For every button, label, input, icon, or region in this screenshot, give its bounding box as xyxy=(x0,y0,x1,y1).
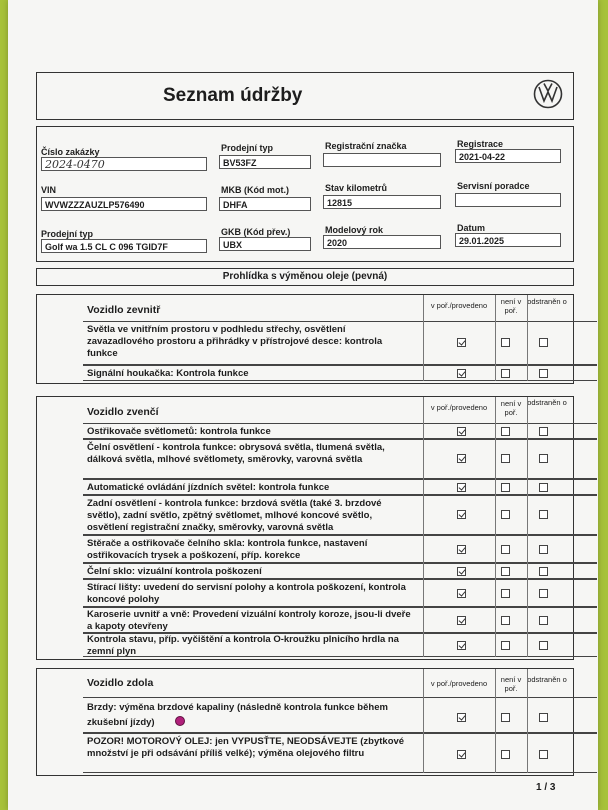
row-text: Kontrola stavu, příp. vyčištění a kontrola O-kroužku plnicího hrdla na zemní plyn xyxy=(87,634,399,657)
checklist-row xyxy=(83,365,597,381)
row-text: Světla ve vnitřním prostoru v podhledu střechy, osvětlení zavazadlového prostoru a přihrádky v přístrojové desce: kontrola funkce xyxy=(87,324,383,359)
row-text: POZOR! MOTOROVÝ OLEJ: jen VYPUSŤTE, NEODSÁVEJTE (zbytkové množství je při odsávání příliš velké); výměna olejového filtru xyxy=(87,736,405,759)
done-checkbox[interactable] xyxy=(457,483,466,492)
col-removed-header: odstraněn o xyxy=(527,398,567,407)
checklist-row xyxy=(83,439,597,479)
notok-checkbox[interactable] xyxy=(501,750,510,759)
mileage-label: Stav kilometrů xyxy=(325,183,388,193)
notok-checkbox[interactable] xyxy=(501,338,510,347)
checklist-row xyxy=(83,495,597,535)
removed-checkbox[interactable] xyxy=(539,616,548,625)
advisor-value xyxy=(455,193,561,207)
removed-checkbox[interactable] xyxy=(539,483,548,492)
removed-checkbox[interactable] xyxy=(539,369,548,378)
sticker-dot xyxy=(175,716,185,726)
col-done-header: v poř./provedeno xyxy=(430,301,488,310)
page-number: 1 / 3 xyxy=(536,782,556,793)
row-text: Zadní osvětlení - kontrola funkce: brzdová světla (také 3. brzdové světlo), zadní světlo, zpětný světlomet, mlhové koncové světlo, osvětlení registrační značky, směrovky, varovná světla xyxy=(87,498,382,533)
notok-checkbox[interactable] xyxy=(501,545,510,554)
removed-checkbox[interactable] xyxy=(539,641,548,650)
advisor-label: Servisní poradce xyxy=(457,181,530,191)
row-text: Karoserie uvnitř a vně: Provedení vizuální kontroly koroze, jsou-li dveře a kapoty otevřeny xyxy=(87,609,411,632)
vin-value: WVWZZZAUZLP576490 xyxy=(41,197,207,211)
col-done-header: v poř./provedeno xyxy=(430,679,488,688)
checklist-row xyxy=(83,733,597,773)
done-checkbox[interactable] xyxy=(457,427,466,436)
row-text: Čelní osvětlení - kontrola funkce: obrysová světla, tlumená světla, dálková světla, mlhové světlomety, směrovky, varovná světla xyxy=(87,442,385,465)
checklist-row xyxy=(83,633,597,657)
row-text: Stírací lišty: uvedení do servisní polohy a kontrola poškození, kontrola koncové polohy xyxy=(87,582,406,605)
removed-checkbox[interactable] xyxy=(539,713,548,722)
section-interior xyxy=(36,294,574,384)
done-checkbox[interactable] xyxy=(457,641,466,650)
done-checkbox[interactable] xyxy=(457,589,466,598)
notok-checkbox[interactable] xyxy=(501,427,510,436)
notok-checkbox[interactable] xyxy=(501,641,510,650)
row-text: Automatické ovládání jízdních světel: kontrola funkce xyxy=(87,482,330,493)
section-title: Vozidlo zevnitř xyxy=(87,304,161,316)
done-checkbox[interactable] xyxy=(457,713,466,722)
section-title: Vozidlo zdola xyxy=(87,677,154,689)
checklist-row xyxy=(83,321,597,365)
removed-checkbox[interactable] xyxy=(539,545,548,554)
section-exterior xyxy=(36,396,574,660)
removed-checkbox[interactable] xyxy=(539,454,548,463)
sales-type-value: BV53FZ xyxy=(219,155,311,169)
notok-checkbox[interactable] xyxy=(501,616,510,625)
notok-checkbox[interactable] xyxy=(501,589,510,598)
date-value: 29.01.2025 xyxy=(455,233,561,247)
done-checkbox[interactable] xyxy=(457,369,466,378)
order-value: 2024-0470 xyxy=(41,157,207,171)
done-checkbox[interactable] xyxy=(457,338,466,347)
date-label: Datum xyxy=(457,223,486,233)
done-checkbox[interactable] xyxy=(457,454,466,463)
removed-checkbox[interactable] xyxy=(539,750,548,759)
row-text: Signální houkačka: Kontrola funkce xyxy=(87,368,249,379)
col-notok-header: není v poř. xyxy=(500,399,522,417)
mkb-label: MKB (Kód mot.) xyxy=(221,185,289,195)
gkb-label: GKB (Kód přev.) xyxy=(221,227,291,237)
mkb-value: DHFA xyxy=(219,197,311,211)
row-text: Čelní sklo: vizuální kontrola poškození xyxy=(87,566,262,577)
registration-value: 2021-04-22 xyxy=(455,149,561,163)
inspection-title: Prohlídka s výměnou oleje (pevná) xyxy=(36,268,574,286)
col-notok-header: není v poř. xyxy=(500,297,522,315)
notok-checkbox[interactable] xyxy=(501,510,510,519)
section-underbody xyxy=(36,668,574,776)
model-year-label: Modelový rok xyxy=(325,225,384,235)
checklist-row xyxy=(83,535,597,563)
done-checkbox[interactable] xyxy=(457,750,466,759)
row-text: Ostřikovače světlometů: kontrola funkce xyxy=(87,426,271,437)
vw-logo-icon xyxy=(533,79,563,109)
vehicle-info-box xyxy=(36,126,574,262)
checklist-row xyxy=(83,579,597,607)
gkb-value: UBX xyxy=(219,237,311,251)
removed-checkbox[interactable] xyxy=(539,338,548,347)
notok-checkbox[interactable] xyxy=(501,483,510,492)
reg-mark-label: Registrační značka xyxy=(325,141,407,151)
removed-checkbox[interactable] xyxy=(539,567,548,576)
col-removed-header: odstraněn o xyxy=(527,297,567,306)
checklist-row xyxy=(83,423,597,439)
removed-checkbox[interactable] xyxy=(539,589,548,598)
sales-type2-value: Golf wa 1.5 CL C 096 TGID7F xyxy=(41,239,207,253)
col-notok-header: není v poř. xyxy=(500,675,522,693)
checklist-row xyxy=(83,697,597,733)
row-text: Brzdy: výměna brzdové kapaliny (následně kontrola funkce během zkušební jízdy) xyxy=(87,702,388,728)
sales-type2-label: Prodejní typ xyxy=(41,229,94,239)
mileage-value: 12815 xyxy=(323,195,441,209)
notok-checkbox[interactable] xyxy=(501,713,510,722)
registration-label: Registrace xyxy=(457,139,504,149)
removed-checkbox[interactable] xyxy=(539,510,548,519)
col-removed-header: odstraněn o xyxy=(527,675,567,684)
done-checkbox[interactable] xyxy=(457,510,466,519)
model-year-value: 2020 xyxy=(323,235,441,249)
vin-label: VIN xyxy=(41,185,57,195)
order-label: Číslo zakázky xyxy=(41,147,100,157)
notok-checkbox[interactable] xyxy=(501,454,510,463)
row-text: Stěrače a ostřikovače čelního skla: kontrola funkce, nastavení ostřikovacích trysek a poškození, příp. korekce xyxy=(87,538,368,561)
done-checkbox[interactable] xyxy=(457,545,466,554)
checklist-row xyxy=(83,479,597,495)
checklist-row xyxy=(83,563,597,579)
done-checkbox[interactable] xyxy=(457,567,466,576)
document-title: Seznam údržby xyxy=(163,85,303,106)
section-title: Vozidlo zvenčí xyxy=(87,406,159,418)
reg-mark-value xyxy=(323,153,441,167)
notok-checkbox[interactable] xyxy=(501,369,510,378)
notok-checkbox[interactable] xyxy=(501,567,510,576)
title-box xyxy=(36,72,574,120)
checklist-row xyxy=(83,607,597,633)
removed-checkbox[interactable] xyxy=(539,427,548,436)
col-done-header: v poř./provedeno xyxy=(430,403,488,412)
document-page xyxy=(8,0,598,810)
sales-type-label: Prodejní typ xyxy=(221,143,274,153)
done-checkbox[interactable] xyxy=(457,616,466,625)
